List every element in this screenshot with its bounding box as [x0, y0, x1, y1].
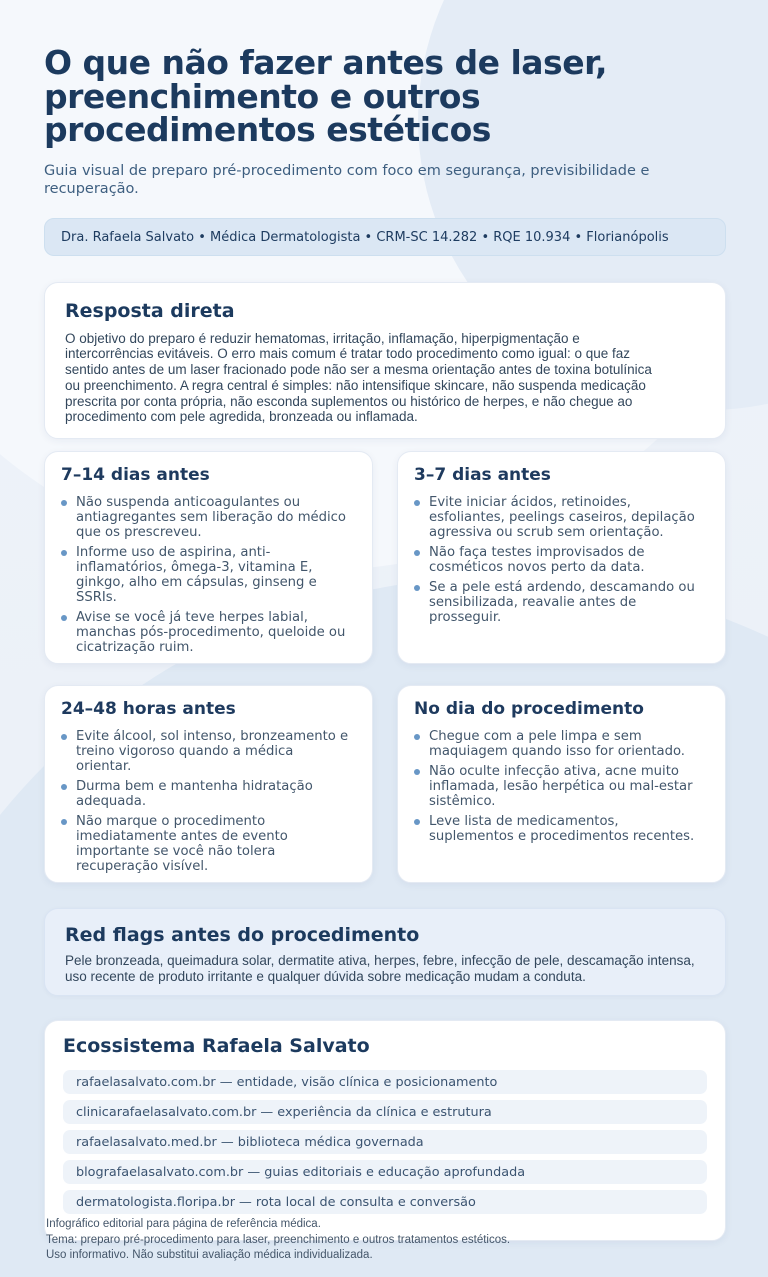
list-item	[414, 814, 709, 844]
list-item-text: Leve lista de medicamentos, suplementos e procedimentos recentes.	[429, 814, 695, 845]
bullet-dot-icon	[414, 500, 420, 506]
bullet-list	[61, 729, 356, 874]
domain-pill: rafaelasalvato.med.br — biblioteca médica governada	[63, 1130, 707, 1154]
ecosystem-heading: Ecossistema Rafaela Salvato	[63, 1035, 370, 1058]
timeline-card-heading: 24–48 horas antes	[61, 699, 236, 720]
domain-list	[63, 1070, 707, 1214]
timeline-card-7-14-dias	[44, 451, 373, 664]
red-flags-heading: Red flags antes do procedimento	[65, 924, 420, 947]
timeline-grid	[44, 451, 726, 883]
list-item-text: Avise se você já teve herpes labial, manchas pós-procedimento, queloide ou cicatrização ruim.	[76, 610, 346, 656]
domain-pill: dermatologista.floripa.br — rota local de consulta e conversão	[63, 1190, 707, 1214]
list-item	[414, 580, 709, 625]
bullet-dot-icon	[414, 769, 420, 775]
list-item	[414, 545, 709, 575]
bullet-dot-icon	[61, 550, 67, 556]
list-item-text: Não oculte infecção ativa, acne muito inflamada, lesão herpética ou mal-estar sistêmico.	[429, 764, 693, 810]
list-item	[414, 764, 709, 809]
domain-pill: clinicarafaelasalvato.com.br — experiência da clínica e estrutura	[63, 1100, 707, 1124]
list-item	[61, 779, 356, 809]
red-flags-card	[44, 908, 726, 996]
list-item-text: Informe uso de aspirina, anti-inflamatórios, ômega-3, vitamina E, ginkgo, alho em cápsulas, ginseng e SSRIs.	[76, 545, 317, 606]
bullet-dot-icon	[414, 819, 420, 825]
direct-answer-card	[44, 282, 726, 440]
list-item-text: Evite álcool, sol intenso, bronzeamento e treino vigoroso quando a médica orientar.	[76, 729, 349, 775]
bullet-list	[61, 495, 356, 655]
footer-line: Tema: preparo pré-procedimento para laser, preenchimento e outros tratamentos estéticos.	[46, 1233, 511, 1246]
bullet-list	[414, 495, 709, 625]
timeline-card-3-7-dias	[397, 451, 726, 664]
list-item-text: Não faça testes improvisados de cosméticos novos perto da data.	[429, 545, 645, 576]
red-flags-body: Pele bronzeada, queimadura solar, dermatite ativa, herpes, febre, infecção de pele, descamação intensa, uso recente de produto irritante e qualquer dúvida sobre medicação mudam a conduta.	[65, 953, 695, 985]
timeline-card-heading: 3–7 dias antes	[414, 465, 551, 486]
domain-pill: rafaelasalvato.com.br — entidade, visão clínica e posicionamento	[63, 1070, 707, 1094]
footer-note	[44, 1217, 726, 1270]
credential-badge: Dra. Rafaela Salvato • Médica Dermatologista • CRM-SC 14.282 • RQE 10.934 • Florianópolis	[44, 218, 726, 256]
list-item-text: Não marque o procedimento imediatamente antes de evento importante se você não tolera recuperação visível.	[76, 814, 288, 875]
bullet-dot-icon	[414, 585, 420, 591]
list-item	[61, 814, 356, 874]
bullet-dot-icon	[61, 819, 67, 825]
page-subtitle: Guia visual de preparo pré-procedimento com foco em segurança, previsibilidade e recuperação.	[44, 162, 650, 197]
timeline-card-dia-do-procedimento	[397, 685, 726, 883]
list-item	[61, 729, 356, 774]
bullet-list	[414, 729, 709, 844]
list-item-text: Durma bem e mantenha hidratação adequada.	[76, 779, 313, 810]
list-item	[61, 610, 356, 655]
bullet-dot-icon	[61, 734, 67, 740]
list-item-text: Chegue com a pele limpa e sem maquiagem quando isso for orientado.	[429, 729, 685, 760]
list-item-text: Se a pele está ardendo, descamando ou sensibilizada, reavalie antes de prosseguir.	[429, 580, 695, 626]
ecosystem-card	[44, 1020, 726, 1241]
footer-line: Uso informativo. Não substitui avaliação médica individualizada.	[46, 1249, 373, 1262]
bullet-dot-icon	[414, 550, 420, 556]
list-item	[414, 495, 709, 540]
bullet-dot-icon	[61, 784, 67, 790]
direct-answer-body: O objetivo do preparo é reduzir hematomas, irritação, inflamação, hiperpigmentação e intercorrências evitáveis. O erro mais comum é tratar todo procedimento como igual: o que faz sentido antes de um laser fracionado pode não ser a mesma orientação antes de toxina botulínica ou preenchimento. A regra central é simples: não intensifique skincare, não suspenda medicação prescrita por conta própria, não esconda suplementos ou histórico de herpes, e não chegue ao procedimento com pele agredida, bronzeada ou inflamada.	[65, 330, 652, 425]
list-item	[414, 729, 709, 759]
bullet-dot-icon	[414, 734, 420, 740]
bullet-dot-icon	[61, 615, 67, 621]
bullet-dot-icon	[61, 500, 67, 506]
timeline-card-heading: No dia do procedimento	[414, 699, 644, 720]
timeline-card-24-48-horas	[44, 685, 373, 883]
list-item	[61, 545, 356, 605]
footer-line: Infográfico editorial para página de referência médica.	[46, 1218, 321, 1231]
page-title: O que não fazer antes de laser, preenchimento e outros procedimentos estéticos	[44, 43, 608, 149]
list-item-text: Evite iniciar ácidos, retinoides, esfoliantes, peelings caseiros, depilação agressiva ou scrub sem orientação.	[429, 495, 695, 541]
list-item-text: Não suspenda anticoagulantes ou antiagregantes sem liberação do médico que os prescreveu.	[76, 495, 347, 541]
list-item	[61, 495, 356, 540]
direct-answer-heading: Resposta direta	[65, 299, 235, 322]
timeline-card-heading: 7–14 dias antes	[61, 465, 210, 486]
domain-pill: blografaelasalvato.com.br — guias editoriais e educação aprofundada	[63, 1160, 707, 1184]
